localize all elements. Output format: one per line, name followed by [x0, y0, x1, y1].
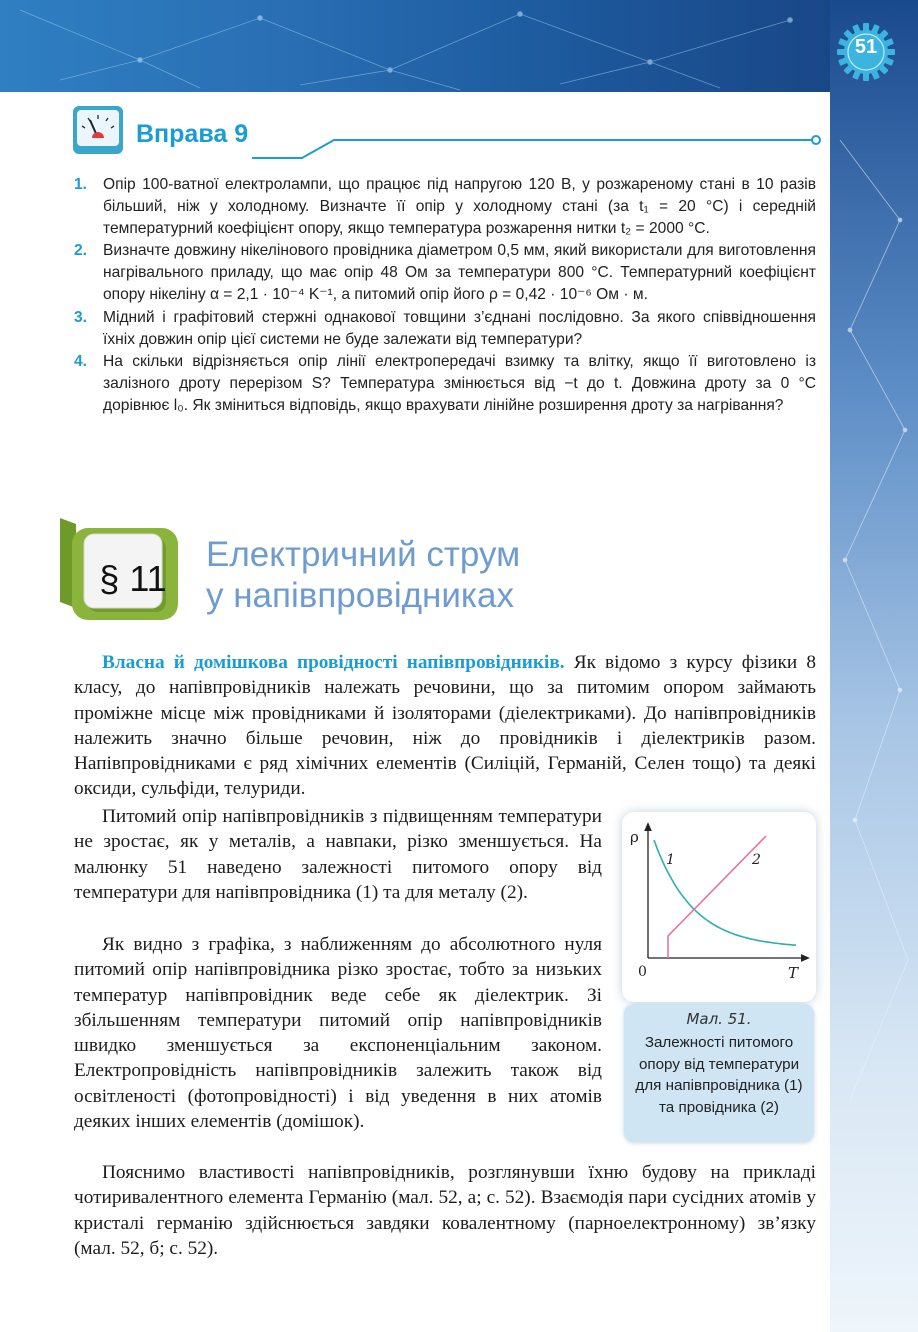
exercise-item — [74, 307, 816, 351]
body-paragraph — [74, 650, 816, 802]
body-paragraph: Як видно з графіка, з наближенням до абсолютного нуля питомий опір напівпровідника різко зростає, тобто за низьких температур напівпровідник веде себе як діелектрик. Зі збільшенням температури питомий опір напівпровідників швидко зменшується за експоненціальним законом. Електропровідність напівпровідників залежить також від освітленості (фотопровідності) і від уведення в них атомів деяких інших елементів (домішок). — [74, 934, 602, 1133]
section-title-line: у напівпровідниках — [206, 576, 514, 615]
series-label: 1 — [666, 852, 675, 868]
exercise-item-number: 4. — [74, 352, 88, 370]
series-label: 2 — [752, 852, 761, 868]
figure-caption: Залежності питомого опору від температури для напівпровідника (1) та провідника (2) — [635, 1034, 803, 1116]
exercise-item-number: 1. — [74, 176, 88, 193]
header-banner — [0, 0, 918, 92]
page-number: 51 — [854, 36, 878, 58]
x-axis-label: T — [788, 964, 799, 982]
gauge-icon — [72, 104, 124, 156]
exercise-item-number: 2. — [74, 242, 88, 260]
origin-label: 0 — [638, 964, 647, 980]
side-band-decoration — [830, 0, 918, 1332]
exercise-header — [72, 104, 822, 160]
paragraph-heading: Власна й домішкова провідності напівпровідників. — [102, 652, 565, 673]
body-paragraph: Пояснимо властивості напівпровідників, розглянувши їхню будову на прикладі чотиривалентного елемента Германію (мал. 52, а; с. 52). Взаємодія пари сусідних атомів у кристалі германію здійснюється завдяки ковалентному (парноелектронному) зв’язку (мал. 52, б; с. 52). — [74, 1162, 816, 1259]
exercise-item-text: Опір 100-ватної електролампи, що працює під напругою 120 В, у розжареному стані в 10 разів більший, ніж у холодному. Визначте її опір у холодному стані (за t₁ = 20 °C) і середній температурний коефіцієнт опору, якщо температура розжарення нитки t₂ = 2000 °C. — [103, 176, 816, 238]
exercise-item-text: Мідний і графітовий стержні однакової товщини з’єднані послідовно. За якого співвідношення їхніх довжин опір цієї системи не буде залежати від температури? — [103, 308, 816, 348]
section-number: § 11 — [99, 558, 167, 599]
section-title-line: Електричний струм — [206, 535, 521, 574]
network-pattern-decoration — [830, 0, 918, 1332]
network-pattern-decoration — [0, 0, 918, 92]
exercise-list — [74, 174, 816, 417]
figure-label: Мал. 51. — [686, 1010, 752, 1028]
exercise-item-number: 3. — [74, 308, 88, 326]
body-paragraph: Питомий опір напівпровідників з підвищенням температури не зростає, як у металів, а навпаки, різко зменшується. На малюнку 51 наведено залежності питомого опору від температури для напівпровідника (1) та для металу (2). — [74, 806, 602, 903]
exercise-title: Вправа 9 — [136, 120, 249, 148]
paragraph-text: Як відомо з курсу фізики 8 класу, до напівпровідників належать речовини, що за питомим опором займають проміжне місце між провідниками й ізоляторами (діелектриками). До напівпровідників належить значно більше речовин, ніж до провідників і діелектриків разом. Напівпровідниками є ряд хімічних елементів (Силіцій, Германій, Селен тощо) та деякі оксиди, сульфіди, телуриди. — [74, 652, 817, 800]
resistivity-temperature-chart — [622, 812, 816, 1002]
exercise-item-text: Визначте довжину нікелінового провідника діаметром 0,5 мм, який використали для виготовлення нагрівального приладу, що має опір 48 Ом за температури 800 °C. Температурний коефіцієнт опору нікеліну α = 2,1 · 10⁻⁴ K⁻¹, а питомий опір його ρ = 0,42 · 10⁻⁶ Ом · м. — [103, 242, 816, 304]
y-axis-label: ρ — [630, 828, 639, 846]
exercise-item — [74, 240, 816, 306]
exercise-item — [74, 351, 816, 417]
section-title — [206, 534, 766, 616]
exercise-header-rule — [252, 120, 822, 164]
exercise-item-text: На скільки відрізняється опір лінії електропередачі взимку та влітку, якщо її виготовлено із залізного дроту перерізом S? Температура змінюється від −t до t. Довжина дроту за 0 °C дорівнює l₀. Як зміниться відповідь, якщо врахувати лінійне розширення дроту за нагрівання? — [103, 352, 816, 414]
exercise-item — [74, 174, 816, 240]
